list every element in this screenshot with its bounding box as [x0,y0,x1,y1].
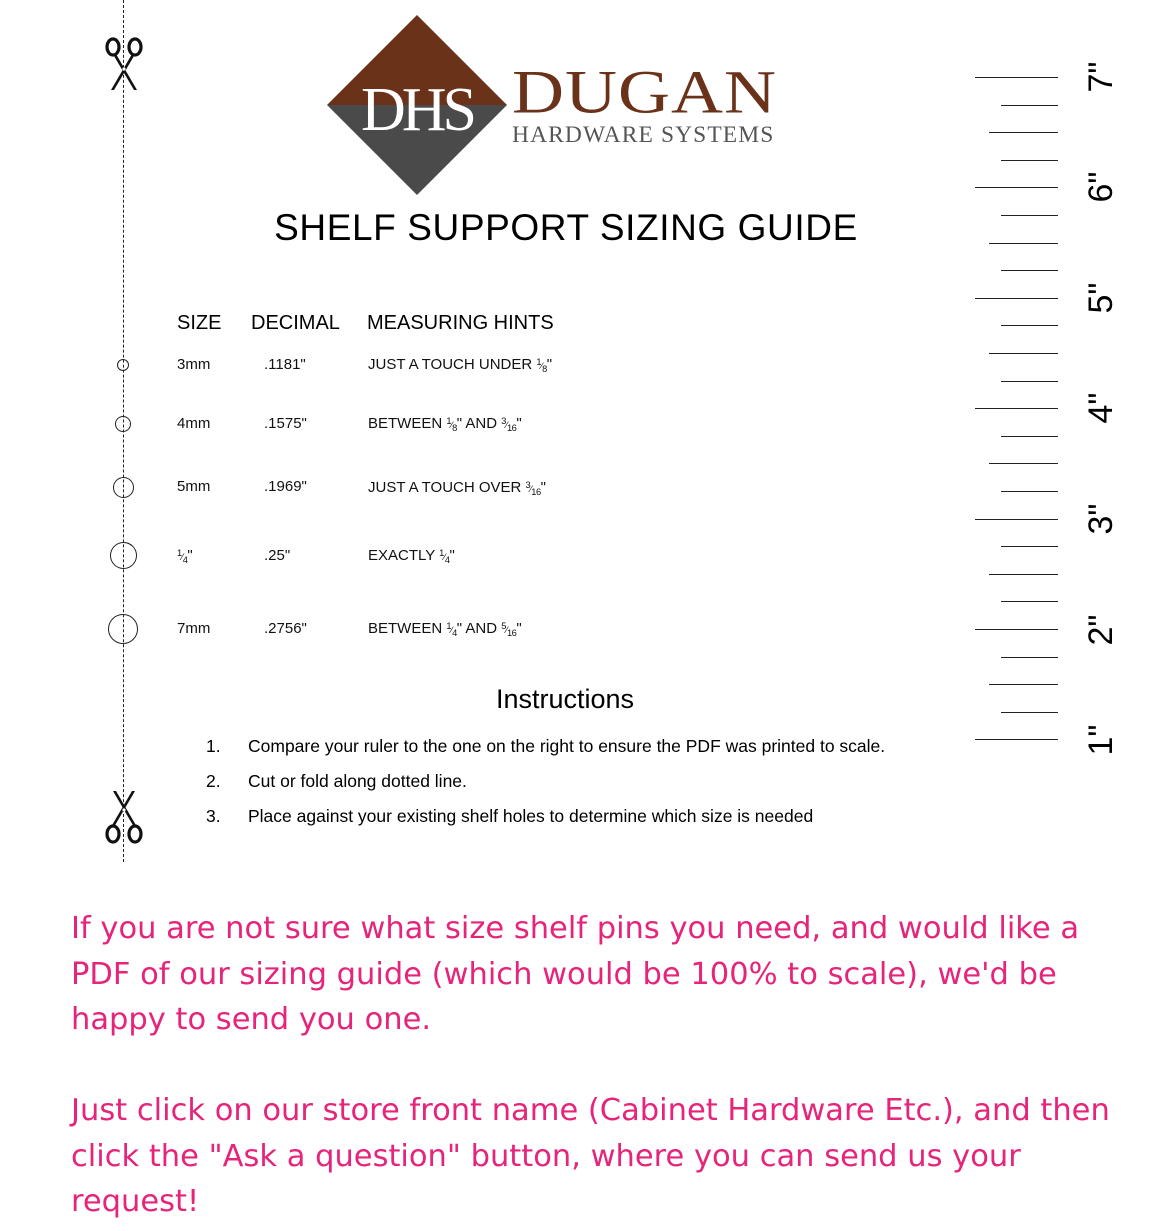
inch-label-5: 5" [1082,282,1120,314]
row-decimal: .25" [264,547,291,564]
logo-name: DUGAN [512,57,777,127]
ruler-tick [989,243,1058,244]
scissors-icon [103,36,145,92]
ruler-tick [1001,546,1058,547]
dugan-logo [327,15,797,195]
row-decimal: .1969" [264,478,307,495]
row-hint: JUST A TOUCH OVER $^3⁄_{16}$" [368,479,546,497]
row-decimal: .1575" [264,415,307,432]
row-hint: EXACTLY $^1⁄_4$" [368,547,455,565]
ruler-tick [1001,215,1058,216]
ruler-inch-tick [975,519,1058,520]
row-size: 7mm [177,620,211,637]
ruler-tick [989,132,1058,133]
hole-marker-7mm [108,614,138,644]
step-number: 3. [206,806,221,826]
inch-label-2: 2" [1082,614,1120,646]
inch-label-4: 4" [1082,392,1120,424]
hole-marker-4mm [115,416,131,432]
ruler-inch-tick [975,77,1058,78]
row-hint: BETWEEN $^1⁄_4$" AND $^5⁄_{16}$" [368,620,522,638]
ruler-tick [1001,270,1058,271]
column-header-hints: MEASURING HINTS [367,312,554,334]
hole-marker-5mm [113,477,134,498]
inch-label-1: 1" [1082,724,1120,756]
step-number: 2. [206,771,221,791]
instructions-heading: Instructions [495,684,635,714]
row-size: 4mm [177,415,211,432]
ruler-tick [1001,491,1058,492]
ruler-tick [1001,712,1058,713]
row-size: 3mm [177,356,211,373]
row-size: 5mm [177,478,211,495]
ruler-tick [1001,601,1058,602]
logo-subtitle: HARDWARE SYSTEMS [512,122,775,148]
ruler-inch-tick [975,739,1058,740]
inch-label-3: 3" [1082,503,1120,535]
note-paragraph: If you are not sure what size shelf pins you need, and would like a PDF of our sizing guide (which would be 100% to scale), we'd be happy to send you one. [71,911,1080,1037]
row-hint: JUST A TOUCH UNDER $^1⁄_8$" [368,356,553,374]
ruler-tick [1001,436,1058,437]
column-header-decimal: DECIMAL [251,312,340,334]
logo-monogram: DHS [360,76,474,144]
ruler-inch-tick [975,629,1058,630]
row-hint: BETWEEN $^1⁄_8$" AND $^3⁄_{16}$" [368,415,522,433]
ruler-inch-tick [975,298,1058,299]
ruler-tick [989,353,1058,354]
ruler-tick [1001,657,1058,658]
ruler-tick [1001,381,1058,382]
hole-marker-quarter-inch [110,542,137,569]
ruler-tick [1001,105,1058,106]
row-size: $^1⁄_4$" [177,547,193,565]
guide-title: SHELF SUPPORT SIZING GUIDE [274,207,858,248]
scissors-icon [103,789,145,845]
step-number: 1. [206,736,221,756]
inch-label-6: 6" [1082,171,1120,203]
column-header-size: SIZE [177,312,222,334]
step-text: Compare your ruler to the one on the right to ensure the PDF was printed to scale. [248,736,886,756]
ruler-inch-tick [975,187,1058,188]
ruler-tick [989,463,1058,464]
step-text: Cut or fold along dotted line. [248,771,467,791]
inch-label-7: 7" [1082,61,1120,93]
ruler-inch-tick [975,408,1058,409]
row-decimal: .1181" [264,356,306,373]
ruler-tick [989,574,1058,575]
row-decimal: .2756" [264,620,307,637]
hole-marker-3mm [117,359,129,371]
ruler-tick [989,684,1058,685]
dhs-diamond-icon [327,15,507,195]
note-paragraph: Just click on our store front name (Cabinet Hardware Etc.), and then click the "Ask a question" button, where you can send us your request! [71,1093,1110,1219]
ruler-tick [1001,325,1058,326]
step-text: Place against your existing shelf holes to determine which size is needed [248,806,814,826]
ruler-tick [1001,160,1058,161]
